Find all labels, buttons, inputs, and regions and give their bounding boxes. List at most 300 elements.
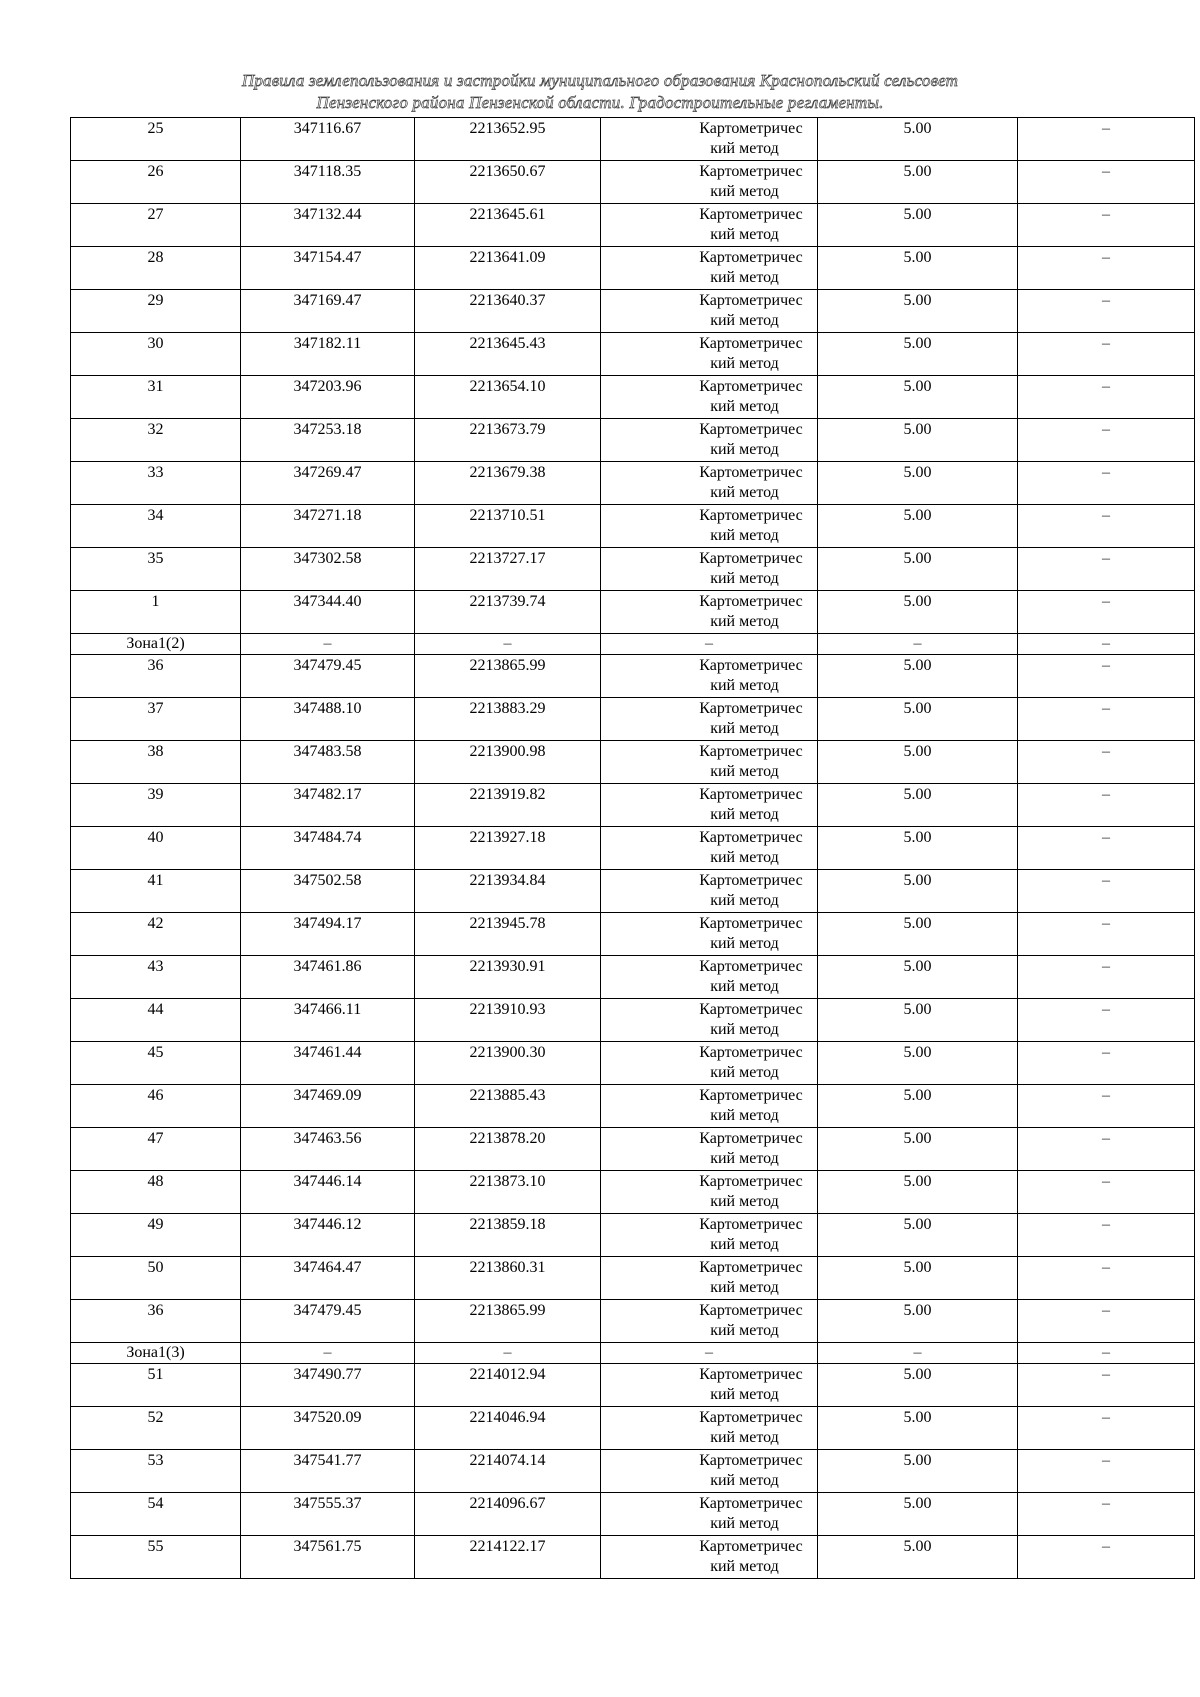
method-cell: [601, 1364, 818, 1407]
point-number-cell: 49: [71, 1214, 241, 1257]
point-number-cell: 29: [71, 290, 241, 333]
accuracy-cell: 5.00: [818, 698, 1018, 741]
method-line-1: Картометричес: [699, 550, 803, 567]
method-line-1: Картометричес: [699, 163, 803, 180]
method-line-2: кий метод: [710, 935, 779, 952]
y-coordinate-cell: 2213641.09: [415, 247, 601, 290]
accuracy-cell: 5.00: [818, 827, 1018, 870]
y-coordinate-cell: 2213927.18: [415, 827, 601, 870]
description-cell: –: [1018, 698, 1195, 741]
x-coordinate-cell: –: [241, 1343, 415, 1364]
y-coordinate-cell: 2213930.91: [415, 956, 601, 999]
accuracy-cell: 5.00: [818, 1364, 1018, 1407]
table-row: [71, 1450, 1195, 1493]
method-cell: [601, 1042, 818, 1085]
x-coordinate-cell: 347132.44: [241, 204, 415, 247]
method-line-1: Картометричес: [699, 120, 803, 137]
method-cell: [601, 784, 818, 827]
method-line-1: Картометричес: [699, 249, 803, 266]
point-number-cell: 45: [71, 1042, 241, 1085]
table-row: [71, 698, 1195, 741]
accuracy-cell: 5.00: [818, 655, 1018, 698]
point-number-cell: 27: [71, 204, 241, 247]
method-cell: [601, 956, 818, 999]
point-number-cell: 55: [71, 1536, 241, 1579]
point-number-cell: 44: [71, 999, 241, 1042]
point-number-cell: Зона1(3): [71, 1343, 241, 1364]
x-coordinate-cell: 347344.40: [241, 591, 415, 634]
point-number-cell: 50: [71, 1257, 241, 1300]
point-number-cell: 41: [71, 870, 241, 913]
method-line-1: Картометричес: [699, 958, 803, 975]
x-coordinate-cell: 347494.17: [241, 913, 415, 956]
method-line-2: кий метод: [710, 1472, 779, 1489]
y-coordinate-cell: 2213673.79: [415, 419, 601, 462]
point-number-cell: 28: [71, 247, 241, 290]
method-line-2: кий метод: [710, 484, 779, 501]
method-line-2: кий метод: [710, 183, 779, 200]
method-line-2: кий метод: [710, 441, 779, 458]
method-line-1: Картометричес: [699, 1366, 803, 1383]
description-cell: –: [1018, 913, 1195, 956]
method-line-2: кий метод: [710, 849, 779, 866]
method-line-1: Картометричес: [699, 1302, 803, 1319]
x-coordinate-cell: 347464.47: [241, 1257, 415, 1300]
method-cell: [601, 1214, 818, 1257]
zone-row: [71, 634, 1195, 655]
method-line-1: Картометричес: [699, 1044, 803, 1061]
description-cell: –: [1018, 1257, 1195, 1300]
accuracy-cell: –: [818, 634, 1018, 655]
point-number-cell: 38: [71, 741, 241, 784]
description-cell: –: [1018, 655, 1195, 698]
method-line-1: Картометричес: [699, 786, 803, 803]
accuracy-cell: 5.00: [818, 118, 1018, 161]
y-coordinate-cell: 2213860.31: [415, 1257, 601, 1300]
point-number-cell: 36: [71, 1300, 241, 1343]
method-line-2: кий метод: [710, 677, 779, 694]
x-coordinate-cell: 347483.58: [241, 741, 415, 784]
y-coordinate-cell: 2213919.82: [415, 784, 601, 827]
description-cell: –: [1018, 505, 1195, 548]
table-row: [71, 1536, 1195, 1579]
method-line-2: кий метод: [710, 312, 779, 329]
description-cell: –: [1018, 333, 1195, 376]
description-cell: –: [1018, 1171, 1195, 1214]
y-coordinate-cell: 2213710.51: [415, 505, 601, 548]
y-coordinate-cell: 2213945.78: [415, 913, 601, 956]
accuracy-cell: 5.00: [818, 505, 1018, 548]
x-coordinate-cell: –: [241, 634, 415, 655]
y-coordinate-cell: –: [415, 634, 601, 655]
method-line-1: Картометричес: [699, 1259, 803, 1276]
description-cell: –: [1018, 741, 1195, 784]
point-number-cell: Зона1(2): [71, 634, 241, 655]
method-line-2: кий метод: [710, 806, 779, 823]
method-line-1: Картометричес: [699, 872, 803, 889]
method-cell: [601, 462, 818, 505]
method-line-2: кий метод: [710, 140, 779, 157]
method-line-2: кий метод: [710, 570, 779, 587]
point-number-cell: 34: [71, 505, 241, 548]
x-coordinate-cell: 347520.09: [241, 1407, 415, 1450]
accuracy-cell: 5.00: [818, 999, 1018, 1042]
x-coordinate-cell: 347469.09: [241, 1085, 415, 1128]
method-line-2: кий метод: [710, 1558, 779, 1575]
method-line-1: Картометричес: [699, 378, 803, 395]
method-line-2: кий метод: [710, 892, 779, 909]
y-coordinate-cell: 2214012.94: [415, 1364, 601, 1407]
point-number-cell: 36: [71, 655, 241, 698]
method-line-1: Картометричес: [699, 743, 803, 760]
x-coordinate-cell: 347169.47: [241, 290, 415, 333]
coordinates-table-body: [71, 118, 1195, 1579]
method-cell: –: [601, 634, 818, 655]
description-cell: –: [1018, 870, 1195, 913]
method-line-1: Картометричес: [699, 1216, 803, 1233]
table-row: [71, 505, 1195, 548]
accuracy-cell: 5.00: [818, 161, 1018, 204]
description-cell: –: [1018, 204, 1195, 247]
y-coordinate-cell: 2214046.94: [415, 1407, 601, 1450]
method-line-2: кий метод: [710, 1279, 779, 1296]
point-number-cell: 40: [71, 827, 241, 870]
accuracy-cell: 5.00: [818, 1042, 1018, 1085]
accuracy-cell: 5.00: [818, 1257, 1018, 1300]
table-row: [71, 1085, 1195, 1128]
table-row: [71, 290, 1195, 333]
method-cell: [601, 741, 818, 784]
point-number-cell: 48: [71, 1171, 241, 1214]
method-cell: [601, 1257, 818, 1300]
table-row: [71, 204, 1195, 247]
x-coordinate-cell: 347269.47: [241, 462, 415, 505]
table-row: [71, 1214, 1195, 1257]
x-coordinate-cell: 347203.96: [241, 376, 415, 419]
y-coordinate-cell: 2213878.20: [415, 1128, 601, 1171]
accuracy-cell: 5.00: [818, 419, 1018, 462]
method-cell: [601, 548, 818, 591]
table-row: [71, 999, 1195, 1042]
method-line-2: кий метод: [710, 1429, 779, 1446]
x-coordinate-cell: 347561.75: [241, 1536, 415, 1579]
accuracy-cell: 5.00: [818, 1450, 1018, 1493]
accuracy-cell: 5.00: [818, 1536, 1018, 1579]
method-line-1: Картометричес: [699, 507, 803, 524]
accuracy-cell: 5.00: [818, 870, 1018, 913]
table-row: [71, 870, 1195, 913]
point-number-cell: 32: [71, 419, 241, 462]
point-number-cell: 33: [71, 462, 241, 505]
y-coordinate-cell: 2213679.38: [415, 462, 601, 505]
table-row: [71, 1493, 1195, 1536]
method-line-2: кий метод: [710, 613, 779, 630]
accuracy-cell: 5.00: [818, 548, 1018, 591]
table-row: [71, 376, 1195, 419]
description-cell: –: [1018, 1214, 1195, 1257]
method-line-1: Картометричес: [699, 593, 803, 610]
point-number-cell: 53: [71, 1450, 241, 1493]
accuracy-cell: 5.00: [818, 1300, 1018, 1343]
description-cell: –: [1018, 1343, 1195, 1364]
point-number-cell: 54: [71, 1493, 241, 1536]
method-line-1: Картометричес: [699, 915, 803, 932]
method-cell: –: [601, 1343, 818, 1364]
description-cell: –: [1018, 290, 1195, 333]
y-coordinate-cell: 2213883.29: [415, 698, 601, 741]
header-line-2: Пензенского района Пензенской области. Градостроительные регламенты.: [316, 93, 884, 112]
method-line-1: Картометричес: [699, 1409, 803, 1426]
accuracy-cell: 5.00: [818, 741, 1018, 784]
y-coordinate-cell: 2213873.10: [415, 1171, 601, 1214]
table-row: [71, 247, 1195, 290]
description-cell: –: [1018, 376, 1195, 419]
point-number-cell: 46: [71, 1085, 241, 1128]
y-coordinate-cell: 2213640.37: [415, 290, 601, 333]
method-line-2: кий метод: [710, 355, 779, 372]
method-line-1: Картометричес: [699, 1130, 803, 1147]
accuracy-cell: 5.00: [818, 1214, 1018, 1257]
method-cell: [601, 591, 818, 634]
y-coordinate-cell: 2213739.74: [415, 591, 601, 634]
method-line-1: Картометричес: [699, 1495, 803, 1512]
description-cell: –: [1018, 827, 1195, 870]
table-row: [71, 591, 1195, 634]
method-line-2: кий метод: [710, 1193, 779, 1210]
y-coordinate-cell: 2213645.43: [415, 333, 601, 376]
method-cell: [601, 247, 818, 290]
y-coordinate-cell: 2213900.30: [415, 1042, 601, 1085]
method-cell: [601, 827, 818, 870]
x-coordinate-cell: 347302.58: [241, 548, 415, 591]
table-row: [71, 161, 1195, 204]
table-row: [71, 913, 1195, 956]
method-cell: [601, 1128, 818, 1171]
x-coordinate-cell: 347118.35: [241, 161, 415, 204]
method-line-1: Картометричес: [699, 335, 803, 352]
method-line-1: Картометричес: [699, 1001, 803, 1018]
accuracy-cell: 5.00: [818, 1171, 1018, 1214]
method-cell: [601, 1536, 818, 1579]
method-line-2: кий метод: [710, 1107, 779, 1124]
method-line-1: Картометричес: [699, 292, 803, 309]
method-cell: [601, 333, 818, 376]
table-row: [71, 548, 1195, 591]
accuracy-cell: 5.00: [818, 247, 1018, 290]
method-cell: [601, 1493, 818, 1536]
x-coordinate-cell: 347466.11: [241, 999, 415, 1042]
table-row: [71, 784, 1195, 827]
table-row: [71, 1042, 1195, 1085]
y-coordinate-cell: 2213885.43: [415, 1085, 601, 1128]
table-row: [71, 118, 1195, 161]
y-coordinate-cell: 2213654.10: [415, 376, 601, 419]
point-number-cell: 51: [71, 1364, 241, 1407]
y-coordinate-cell: 2213645.61: [415, 204, 601, 247]
method-line-2: кий метод: [710, 398, 779, 415]
y-coordinate-cell: 2213859.18: [415, 1214, 601, 1257]
y-coordinate-cell: 2213727.17: [415, 548, 601, 591]
point-number-cell: 43: [71, 956, 241, 999]
y-coordinate-cell: 2213934.84: [415, 870, 601, 913]
method-line-1: Картометричес: [699, 206, 803, 223]
description-cell: –: [1018, 1450, 1195, 1493]
method-line-1: Картометричес: [699, 1087, 803, 1104]
accuracy-cell: 5.00: [818, 1128, 1018, 1171]
method-cell: [601, 1407, 818, 1450]
method-cell: [601, 870, 818, 913]
method-cell: [601, 290, 818, 333]
x-coordinate-cell: 347182.11: [241, 333, 415, 376]
method-cell: [601, 913, 818, 956]
table-row: [71, 1257, 1195, 1300]
method-line-2: кий метод: [710, 527, 779, 544]
method-line-1: Картометричес: [699, 700, 803, 717]
y-coordinate-cell: 2214096.67: [415, 1493, 601, 1536]
point-number-cell: 1: [71, 591, 241, 634]
method-line-1: Картометричес: [699, 1173, 803, 1190]
y-coordinate-cell: 2213900.98: [415, 741, 601, 784]
x-coordinate-cell: 347116.67: [241, 118, 415, 161]
description-cell: –: [1018, 1493, 1195, 1536]
table-row: [71, 1407, 1195, 1450]
description-cell: –: [1018, 1407, 1195, 1450]
description-cell: –: [1018, 462, 1195, 505]
description-cell: –: [1018, 161, 1195, 204]
method-line-2: кий метод: [710, 1236, 779, 1253]
method-line-1: Картометричес: [699, 1538, 803, 1555]
method-line-2: кий метод: [710, 269, 779, 286]
method-cell: [601, 419, 818, 462]
method-cell: [601, 505, 818, 548]
x-coordinate-cell: 347461.86: [241, 956, 415, 999]
description-cell: –: [1018, 1085, 1195, 1128]
accuracy-cell: 5.00: [818, 204, 1018, 247]
table-row: [71, 1128, 1195, 1171]
table-row: [71, 1171, 1195, 1214]
description-cell: –: [1018, 956, 1195, 999]
accuracy-cell: –: [818, 1343, 1018, 1364]
x-coordinate-cell: 347154.47: [241, 247, 415, 290]
y-coordinate-cell: 2214122.17: [415, 1536, 601, 1579]
x-coordinate-cell: 347461.44: [241, 1042, 415, 1085]
method-cell: [601, 204, 818, 247]
description-cell: –: [1018, 419, 1195, 462]
method-cell: [601, 1171, 818, 1214]
accuracy-cell: 5.00: [818, 913, 1018, 956]
method-line-2: кий метод: [710, 1064, 779, 1081]
method-line-2: кий метод: [710, 763, 779, 780]
y-coordinate-cell: 2213865.99: [415, 655, 601, 698]
x-coordinate-cell: 347490.77: [241, 1364, 415, 1407]
point-number-cell: 39: [71, 784, 241, 827]
method-line-2: кий метод: [710, 978, 779, 995]
method-line-1: Картометричес: [699, 1452, 803, 1469]
table-row: [71, 1300, 1195, 1343]
zone-row: [71, 1343, 1195, 1364]
method-line-2: кий метод: [710, 1150, 779, 1167]
method-line-2: кий метод: [710, 1322, 779, 1339]
table-row: [71, 462, 1195, 505]
coordinates-table: [70, 117, 1195, 1579]
accuracy-cell: 5.00: [818, 1407, 1018, 1450]
method-line-2: кий метод: [710, 1515, 779, 1532]
description-cell: –: [1018, 999, 1195, 1042]
method-cell: [601, 1085, 818, 1128]
point-number-cell: 42: [71, 913, 241, 956]
accuracy-cell: 5.00: [818, 956, 1018, 999]
point-number-cell: 26: [71, 161, 241, 204]
method-line-2: кий метод: [710, 1021, 779, 1038]
method-cell: [601, 1300, 818, 1343]
table-row: [71, 419, 1195, 462]
method-cell: [601, 376, 818, 419]
accuracy-cell: 5.00: [818, 290, 1018, 333]
method-cell: [601, 118, 818, 161]
x-coordinate-cell: 347488.10: [241, 698, 415, 741]
method-cell: [601, 999, 818, 1042]
page-header: [0, 70, 1200, 114]
table-row: [71, 333, 1195, 376]
description-cell: –: [1018, 1300, 1195, 1343]
method-line-2: кий метод: [710, 226, 779, 243]
description-cell: –: [1018, 118, 1195, 161]
description-cell: –: [1018, 1128, 1195, 1171]
description-cell: –: [1018, 784, 1195, 827]
point-number-cell: 37: [71, 698, 241, 741]
method-line-2: кий метод: [710, 1386, 779, 1403]
accuracy-cell: 5.00: [818, 1085, 1018, 1128]
x-coordinate-cell: 347446.14: [241, 1171, 415, 1214]
x-coordinate-cell: 347555.37: [241, 1493, 415, 1536]
method-line-1: Картометричес: [699, 421, 803, 438]
accuracy-cell: 5.00: [818, 376, 1018, 419]
y-coordinate-cell: 2213652.95: [415, 118, 601, 161]
point-number-cell: 47: [71, 1128, 241, 1171]
x-coordinate-cell: 347502.58: [241, 870, 415, 913]
point-number-cell: 52: [71, 1407, 241, 1450]
accuracy-cell: 5.00: [818, 333, 1018, 376]
method-cell: [601, 1450, 818, 1493]
method-line-1: Картометричес: [699, 829, 803, 846]
x-coordinate-cell: 347482.17: [241, 784, 415, 827]
y-coordinate-cell: 2214074.14: [415, 1450, 601, 1493]
y-coordinate-cell: –: [415, 1343, 601, 1364]
x-coordinate-cell: 347479.45: [241, 1300, 415, 1343]
table-row: [71, 956, 1195, 999]
description-cell: –: [1018, 1364, 1195, 1407]
method-line-2: кий метод: [710, 720, 779, 737]
accuracy-cell: 5.00: [818, 784, 1018, 827]
method-cell: [601, 655, 818, 698]
description-cell: –: [1018, 634, 1195, 655]
accuracy-cell: 5.00: [818, 462, 1018, 505]
table-row: [71, 741, 1195, 784]
y-coordinate-cell: 2213650.67: [415, 161, 601, 204]
description-cell: –: [1018, 591, 1195, 634]
method-line-1: Картометричес: [699, 464, 803, 481]
header-line-1: Правила землепользования и застройки муниципального образования Краснопольский сельсовет: [241, 71, 959, 90]
description-cell: –: [1018, 1536, 1195, 1579]
description-cell: –: [1018, 247, 1195, 290]
method-line-1: Картометричес: [699, 657, 803, 674]
accuracy-cell: 5.00: [818, 591, 1018, 634]
point-number-cell: 35: [71, 548, 241, 591]
x-coordinate-cell: 347484.74: [241, 827, 415, 870]
method-cell: [601, 698, 818, 741]
method-cell: [601, 161, 818, 204]
point-number-cell: 25: [71, 118, 241, 161]
